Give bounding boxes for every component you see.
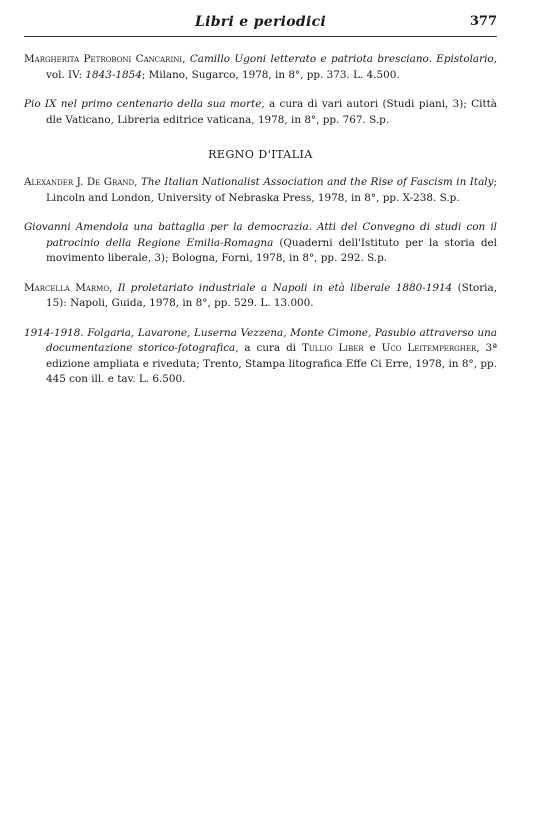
bibliography-entry bbox=[24, 97, 497, 128]
entry-title: Il proletariato industriale a Napoli in età liberale 1880-1914 bbox=[117, 281, 453, 294]
entry-publication: (Quaderni dell'Istituto per la storia del movimento liberale, 3); Bologna, Forni, 1978, in 8°, pp. 292. S.p. bbox=[46, 236, 497, 264]
bibliography-list bbox=[24, 52, 497, 402]
entry-publication: a cura di vari autori (Studi piani, 3); Città dle Vaticano, Libreria editrice vaticana, 1978, in 8°, pp. 767. S.p. bbox=[46, 98, 497, 126]
entry-author: Alexander J. De Grand, bbox=[24, 176, 138, 188]
entry-publication: ; Lincoln and London, University of Nebraska Press, 1978, in 8°, pp. X-238. S.p. bbox=[46, 176, 497, 204]
entry-volume: vol. IV: bbox=[46, 68, 86, 81]
entry-editor-prefix: a cura di bbox=[238, 342, 302, 354]
entry-years: 1843-1854 bbox=[85, 68, 142, 81]
entry-publication: (Storia, 15): Napoli, Guida, 1978, in 8°, pp. 529. L. 13.000. bbox=[46, 281, 498, 309]
bibliography-entry bbox=[24, 175, 497, 206]
entry-title: The Italian Nationalist Association and the Rise of Fascism in Italy bbox=[140, 176, 494, 188]
entry-publication: , 3ª edizione ampliata e riveduta; Trento, Stampa litografica Effe Ci Erre, 1978, in 8°, pp. 445 con ill. e tav. L. 6.500. bbox=[46, 342, 498, 385]
entry-publication: ; Milano, Sugarco, 1978, in 8°, pp. 373. L. 4.500. bbox=[141, 68, 400, 81]
bibliography-entry bbox=[24, 52, 497, 83]
entry-editor-conjunction: e bbox=[363, 342, 382, 354]
section-heading: REGNO D'ITALIA bbox=[208, 148, 313, 161]
entry-title: 1914-1918. Folgaria, Lavarone, Luserna Vezzena, Monte Cimone, Pasubio attraverso una documentazione storico-fotografica, bbox=[24, 326, 497, 354]
page-number: 377 bbox=[469, 14, 497, 29]
entry-author: Marcella Marmo, bbox=[24, 281, 113, 294]
entry-editor: Uco Leitempergher bbox=[381, 342, 477, 354]
entry-title: Giovanni Amendola una battaglia per la democrazia. Atti del Convegno di studi con il patrocinio della Regione Emilia-Romagna bbox=[24, 221, 497, 249]
bibliography-entry bbox=[24, 220, 497, 267]
running-title: Libri e periodici bbox=[194, 14, 327, 30]
entry-author: Margherita Petroboni Cancarini, bbox=[24, 53, 186, 65]
bibliography-entry bbox=[24, 326, 497, 388]
running-header bbox=[24, 14, 497, 37]
bibliography-entry bbox=[24, 281, 497, 312]
entry-title: Camillo Ugoni letterato e patriota bresciano. Epistolario, bbox=[189, 53, 497, 65]
entry-editor: Tullio Liber bbox=[301, 342, 364, 354]
entry-title: Pio IX nel primo centenario della sua morte, bbox=[24, 98, 265, 110]
